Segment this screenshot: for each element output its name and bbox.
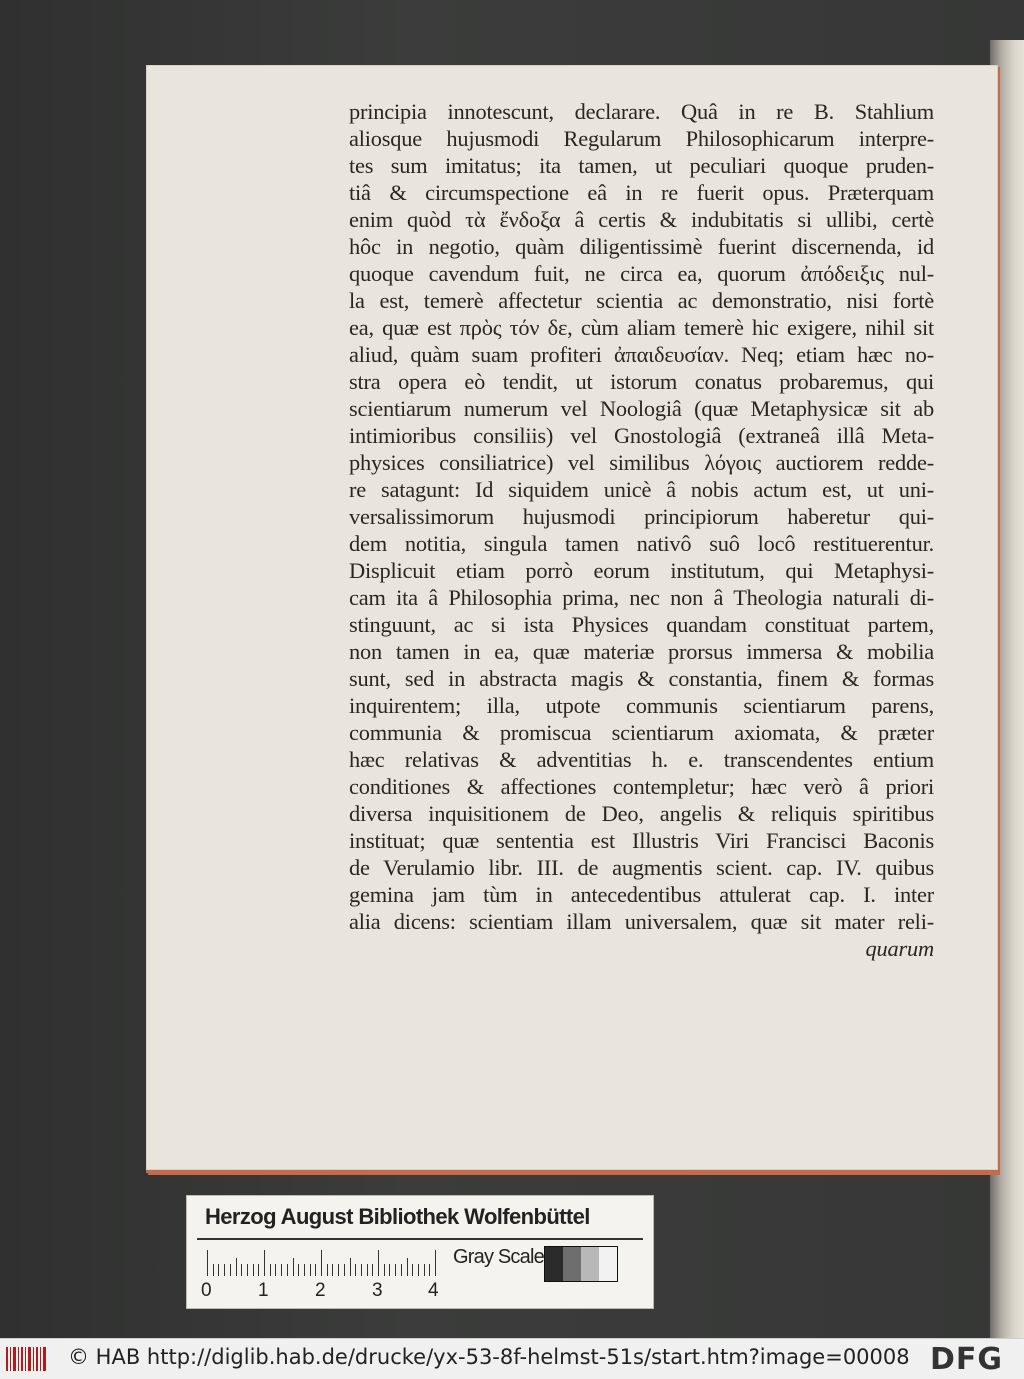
ruler-tick	[401, 1264, 402, 1276]
text-line: aliosque hujusmodi Regularum Philosophicarum interpre-	[349, 126, 934, 151]
text-line: hôc in negotio, quàm diligentissimè fuerint discernenda, id	[349, 234, 934, 259]
measurement-ruler	[207, 1246, 427, 1276]
ruler-tick	[332, 1264, 333, 1276]
ruler-tick	[298, 1264, 299, 1276]
ruler-tick	[389, 1264, 390, 1276]
text-line: tiâ & circumspectione eâ in re fuerit opus. Præterquam	[349, 180, 934, 205]
text-line: quoque cavendum fuit, ne circa ea, quorum ἀπόδειξις nul-	[349, 261, 934, 286]
text-line: alia dicens: scientiam illam universalem, quæ sit mater reli-	[349, 909, 934, 934]
ruler-number: 4	[428, 1280, 439, 1301]
text-line: dem notitia, singula tamen nativô suô locô restituerentur.	[349, 531, 934, 556]
ruler-numbers	[201, 1280, 441, 1304]
text-line: versalissimorum hujusmodi principiorum haberetur qui-	[349, 504, 934, 529]
ruler-tick	[310, 1264, 311, 1276]
text-line: hæc relativas & adventitias h. e. transcendentes entium	[349, 747, 934, 772]
ruler-tick	[213, 1264, 214, 1276]
text-line: enim quòd τὰ ἔνδοξα â certis & indubitatis si ullibi, certè	[349, 207, 934, 232]
ruler-tick	[247, 1264, 248, 1276]
text-line: non tamen in ea, quæ materiæ prorsus immersa & mobilia	[349, 639, 934, 664]
text-line: conditiones & affectiones contempletur; hæc verò â priori	[349, 774, 934, 799]
ruler-tick	[258, 1264, 259, 1276]
ruler-tick	[315, 1264, 316, 1276]
ruler-tick	[293, 1258, 294, 1276]
ruler-tick	[327, 1264, 328, 1276]
text-line: de Verulamio libr. III. de augmentis scient. cap. IV. quibus	[349, 855, 934, 880]
source-url[interactable]: © HAB http://diglib.hab.de/drucke/yx-53-8f-helmst-51s/start.htm?image=00008	[68, 1345, 910, 1369]
ruler-tick	[253, 1264, 254, 1276]
dfg-logo: DFG	[930, 1342, 1004, 1377]
text-line: diversa inquisitionem de Deo, angelis & reliquis spiritibus	[349, 801, 934, 826]
ruler-tick	[218, 1264, 219, 1276]
ruler-tick	[270, 1264, 271, 1276]
text-line: scientiarum numerum vel Noologiâ (quæ Metaphysicæ sit ab	[349, 396, 934, 421]
barcode-icon	[6, 1345, 48, 1373]
gray-swatch	[545, 1247, 563, 1281]
gray-scale-swatches	[544, 1246, 618, 1282]
ruler-tick	[372, 1264, 373, 1276]
ruler-tick	[224, 1264, 225, 1276]
book-page	[146, 65, 998, 1173]
library-name: Herzog August Bibliothek Wolfenbüttel	[205, 1204, 590, 1229]
text-line: principia innotescunt, declarare. Quâ in re B. Stahlium	[349, 99, 934, 124]
ruler-tick	[367, 1264, 368, 1276]
gray-swatch	[581, 1247, 599, 1281]
reference-card	[186, 1195, 654, 1309]
gray-scale-label: Gray Scale	[453, 1246, 544, 1268]
ruler-tick	[355, 1264, 356, 1276]
ruler-number: 2	[315, 1280, 326, 1301]
ruler-tick	[321, 1250, 322, 1276]
text-line: sunt, sed in abstracta magis & constantia, finem & formas	[349, 666, 934, 691]
ruler-tick	[395, 1264, 396, 1276]
ruler-tick	[275, 1264, 276, 1276]
ruler-tick	[236, 1258, 237, 1276]
text-line: aliud, quàm suam profiteri ἀπαιδευσίαν. Neq; etiam hæc no-	[349, 342, 934, 367]
card-divider	[197, 1238, 643, 1240]
viewer-footer	[0, 1338, 1024, 1379]
ruler-tick	[418, 1264, 419, 1276]
text-line: tes sum imitatus; ita tamen, ut peculiari quoque pruden-	[349, 153, 934, 178]
ruler-tick	[344, 1264, 345, 1276]
text-line: instituat; quæ sententia est Illustris Viri Francisci Baconis	[349, 828, 934, 853]
text-line: ea, quæ est πρὸς τόν δε, cùm aliam temerè hic exigere, nihil sit	[349, 315, 934, 340]
page-text-block	[349, 98, 934, 962]
ruler-tick	[304, 1264, 305, 1276]
text-line: stinguunt, ac si ista Physices quandam constituat partem,	[349, 612, 934, 637]
ruler-tick	[378, 1250, 379, 1276]
text-line: Displicuit etiam porrò eorum institutum, qui Metaphysi-	[349, 558, 934, 583]
text-line: stra opera eò tendit, ut istorum conatus probaremus, qui	[349, 369, 934, 394]
gray-swatch	[599, 1247, 617, 1281]
ruler-tick	[287, 1264, 288, 1276]
ruler-tick	[412, 1264, 413, 1276]
gray-swatch	[563, 1247, 581, 1281]
text-line: intimioribus consiliis) vel Gnostologiâ (extraneâ illâ Meta-	[349, 423, 934, 448]
text-line: re satagunt: Id siquidem unicè â nobis actum est, ut uni-	[349, 477, 934, 502]
ruler-tick	[424, 1264, 425, 1276]
text-line: physices consiliatrice) vel similibus λόγοις auctiorem redde-	[349, 450, 934, 475]
text-line: la est, temerè affectetur scientia ac demonstratio, nisi fortè	[349, 288, 934, 313]
ruler-number: 1	[258, 1280, 269, 1301]
ruler-tick	[429, 1264, 430, 1276]
text-line: inquirentem; illa, utpote communis scientiarum parens,	[349, 693, 934, 718]
ruler-tick	[384, 1264, 385, 1276]
ruler-tick	[207, 1250, 208, 1276]
ruler-tick	[350, 1258, 351, 1276]
ruler-tick	[230, 1264, 231, 1276]
text-line: cam ita â Philosophia prima, nec non â Theologia naturali di-	[349, 585, 934, 610]
ruler-tick	[241, 1264, 242, 1276]
ruler-number: 0	[201, 1280, 212, 1301]
text-line: gemina jam tùm in antecedentibus attulerat cap. I. inter	[349, 882, 934, 907]
ruler-tick	[338, 1264, 339, 1276]
ruler-tick	[281, 1264, 282, 1276]
ruler-tick	[361, 1264, 362, 1276]
catchword: quarum	[865, 936, 934, 961]
ruler-tick	[435, 1250, 436, 1276]
ruler-number: 3	[372, 1280, 383, 1301]
ruler-tick	[264, 1250, 265, 1276]
ruler-tick	[407, 1258, 408, 1276]
text-line: communia & promiscua scientiarum axiomata, & præter	[349, 720, 934, 745]
